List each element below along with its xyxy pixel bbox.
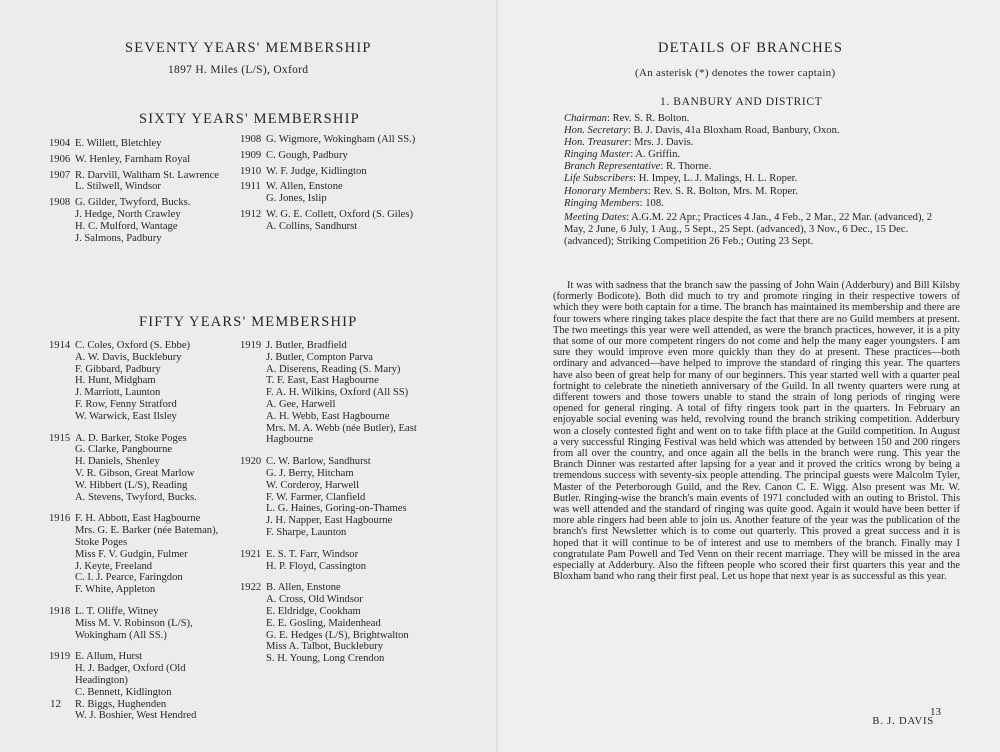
member-name: J. Marriott, Launton bbox=[75, 387, 161, 399]
year-group bbox=[49, 340, 239, 423]
year-group bbox=[49, 606, 239, 641]
member-names bbox=[75, 138, 235, 150]
member-name: L. Stilwell, Windsor bbox=[75, 181, 161, 193]
branch-report bbox=[553, 280, 960, 582]
detail-value: Mrs. J. Davis. bbox=[634, 137, 694, 149]
member-name: W. Henley, Farnham Royal bbox=[75, 153, 191, 165]
member-name: F. H. Abbott, East Hagbourne bbox=[75, 513, 201, 525]
year-label: 1908 bbox=[240, 134, 262, 145]
member-names bbox=[266, 166, 440, 178]
member-names bbox=[266, 456, 440, 539]
member-name: J. Butler, Compton Parva bbox=[266, 351, 373, 363]
detail-label: Hon. Secretary bbox=[564, 125, 628, 137]
member-name: C. W. Barlow, Sandhurst bbox=[266, 456, 371, 468]
member-name: J. H. Napper, East Hagbourne bbox=[266, 515, 393, 527]
member-names bbox=[266, 134, 440, 146]
member-name: H. C. Mulford, Wantage bbox=[75, 220, 178, 232]
member-name: A. W. Davis, Bucklebury bbox=[75, 351, 182, 363]
member-name: T. F. East, East Hagbourne bbox=[266, 375, 379, 387]
year-group bbox=[240, 166, 440, 178]
member-name: B. Allen, Enstone bbox=[266, 582, 341, 594]
year-group bbox=[49, 154, 235, 166]
member-names bbox=[266, 181, 440, 205]
year-group bbox=[240, 549, 440, 573]
member-name: A. Diserens, Reading (S. Mary) bbox=[266, 363, 401, 375]
detail-label: Ringing Master bbox=[564, 149, 631, 161]
member-name: E. Willett, Bletchley bbox=[75, 138, 162, 149]
branch-detail: Ringing Master: A. Griffin. bbox=[564, 149, 681, 161]
member-name: Mrs. M. A. Webb (née Butler), East Hagbourne bbox=[266, 422, 417, 446]
member-names bbox=[75, 170, 235, 194]
fifty-years-heading: FIFTY YEARS' MEMBERSHIP bbox=[139, 314, 358, 330]
member-name: S. H. Young, Long Crendon bbox=[266, 653, 385, 665]
member-names bbox=[75, 340, 239, 423]
year-group bbox=[49, 197, 235, 244]
detail-label: Meeting Dates bbox=[564, 211, 627, 223]
member-name: H. P. Floyd, Cassington bbox=[266, 560, 367, 572]
member-name: E. Eldridge, Cookham bbox=[266, 605, 361, 617]
year-label: 1922 bbox=[240, 582, 262, 594]
year-group bbox=[240, 456, 440, 539]
member-name: G. E. Hedges (L/S), Brightwalton bbox=[266, 629, 409, 641]
seventy-years-heading: SEVENTY YEARS' MEMBERSHIP bbox=[125, 40, 372, 56]
member-names bbox=[266, 209, 440, 233]
year-label: 1915 bbox=[49, 432, 71, 444]
year-label: 1920 bbox=[240, 456, 262, 468]
member-name: F. A. H. Wilkins, Oxford (All SS) bbox=[266, 387, 409, 399]
member-names bbox=[75, 433, 239, 504]
year-group bbox=[49, 170, 235, 194]
year-group bbox=[49, 433, 239, 504]
member-name: A. D. Barker, Stoke Poges bbox=[75, 432, 187, 444]
member-name: W. Hibbert (L/S), Reading bbox=[75, 479, 188, 491]
member-name: J. Salmons, Padbury bbox=[75, 232, 162, 244]
year-label: 1918 bbox=[49, 605, 71, 617]
year-label: 1912 bbox=[240, 208, 262, 220]
member-name: A. H. Webb, East Hagbourne bbox=[266, 410, 390, 422]
member-name: G. Clarke, Pangbourne bbox=[75, 444, 173, 456]
member-names bbox=[75, 154, 235, 166]
year-label: 1908 bbox=[49, 197, 71, 209]
member-name: V. R. Gibson, Great Marlow bbox=[75, 467, 195, 479]
year-label: 1911 bbox=[240, 181, 261, 193]
year-label: 1904 bbox=[49, 138, 71, 149]
member-name: C. Gough, Padbury bbox=[266, 149, 348, 161]
member-name: F. Sharpe, Launton bbox=[266, 526, 347, 538]
right-page bbox=[502, 0, 1000, 752]
member-name: F. Row, Fenny Stratford bbox=[75, 398, 177, 410]
sixty-years-column-1 bbox=[49, 138, 235, 244]
sixty-years-column-2 bbox=[240, 134, 440, 233]
member-name: W. Allen, Enstone bbox=[266, 181, 343, 193]
member-name: W. G. E. Collett, Oxford (S. Giles) bbox=[266, 208, 414, 220]
year-label: 1910 bbox=[240, 165, 262, 177]
member-name: Miss F. V. Gudgin, Fulmer bbox=[75, 548, 188, 560]
member-names bbox=[266, 340, 440, 446]
detail-label: Life Subscribers bbox=[564, 173, 634, 185]
year-group bbox=[49, 651, 239, 722]
branch-title: 1. BANBURY AND DISTRICT bbox=[660, 96, 823, 108]
member-name: J. Butler, Bradfield bbox=[266, 340, 347, 351]
branch-detail: Chairman: Rev. S. R. Bolton. bbox=[564, 113, 690, 124]
member-name: E. E. Gosling, Maidenhead bbox=[266, 617, 381, 629]
year-group bbox=[49, 138, 235, 150]
member-name: G. J. Berry, Hitcham bbox=[266, 467, 354, 479]
branch-detail: Life Subscribers: H. Impey, L. J. Malings, H. L. Roper. bbox=[564, 173, 798, 185]
member-name: C. Coles, Oxford (S. Ebbe) bbox=[75, 340, 191, 351]
member-name: A. Cross, Old Windsor bbox=[266, 594, 363, 606]
member-name: Miss A. Talbot, Bucklebury bbox=[266, 641, 384, 653]
year-group bbox=[49, 513, 239, 596]
member-name: A. Collins, Sandhurst bbox=[266, 220, 358, 232]
member-name: L. T. Oliffe, Witney bbox=[75, 605, 159, 617]
sixty-years-heading: SIXTY YEARS' MEMBERSHIP bbox=[139, 111, 360, 127]
branch-detail: Branch Representative: R. Thorne. bbox=[564, 161, 712, 173]
detail-label: Hon. Treasurer bbox=[564, 137, 629, 149]
fifty-years-column-2 bbox=[240, 340, 440, 665]
year-group bbox=[240, 150, 440, 162]
year-label: 1919 bbox=[49, 651, 71, 663]
year-label: 1907 bbox=[49, 169, 71, 181]
branch-detail: Honorary Members: Rev. S. R. Bolton, Mrs. M. Roper. bbox=[564, 185, 798, 197]
member-name: H. J. Badger, Oxford (Old Headington) bbox=[75, 663, 186, 686]
member-name: Miss M. V. Robinson (L/S), Wokingham (All SS.) bbox=[75, 617, 193, 641]
year-label: 1919 bbox=[240, 340, 262, 351]
year-group bbox=[240, 181, 440, 205]
member-name: R. Darvill, Waltham St. Lawrence bbox=[75, 169, 219, 181]
year-group bbox=[240, 209, 440, 233]
detail-value: 108. bbox=[645, 197, 664, 209]
member-names bbox=[75, 651, 239, 722]
detail-value: R. Thorne. bbox=[665, 161, 712, 173]
member-name: C. Bennett, Kidlington bbox=[75, 686, 172, 698]
detail-value: Rev. S. R. Bolton, Mrs. M. Roper. bbox=[653, 185, 798, 197]
member-names bbox=[266, 582, 440, 665]
member-name: Mrs. G. E. Barker (née Bateman), Stoke Poges bbox=[75, 525, 219, 548]
member-names bbox=[75, 513, 239, 596]
year-label: 1909 bbox=[240, 149, 262, 161]
branch-detail: Meeting Dates: A.G.M. 22 Apr.; Practices 4 Jan., 4 Feb., 2 Mar., 22 Mar. (advanced), 2 May, 2 June, 6 July, 1 Aug., 5 Sept., 25 Sept. (advanced), 3 Nov., 6 Dec., 15 Dec. (advanced); Striking Competition 26 Feb.; Outing 23 Sept. bbox=[564, 211, 933, 247]
detail-value: B. J. Davis, 41a Bloxham Road, Banbury, Oxon. bbox=[633, 125, 840, 137]
branch-detail: Hon. Secretary: B. J. Davis, 41a Bloxham Road, Banbury, Oxon. bbox=[564, 125, 840, 137]
member-name: W. F. Judge, Kidlington bbox=[266, 165, 367, 177]
member-name: G. Wigmore, Wokingham (All SS.) bbox=[266, 134, 416, 145]
member-name: F. Gibbard, Padbury bbox=[75, 363, 161, 375]
year-group bbox=[240, 582, 440, 665]
detail-value: Rev. S. R. Bolton. bbox=[612, 113, 690, 124]
member-name: A. Gee, Harwell bbox=[266, 398, 336, 410]
member-name: G. Gilder, Twyford, Bucks. bbox=[75, 197, 191, 209]
page-number-left: 12 bbox=[50, 698, 61, 710]
left-page bbox=[0, 0, 498, 752]
member-name: G. Jones, Islip bbox=[266, 193, 327, 205]
detail-label: Honorary Members bbox=[564, 185, 648, 197]
branch-detail: Ringing Members: 108. bbox=[564, 197, 664, 209]
branches-subheading: (An asterisk (*) denotes the tower captain) bbox=[635, 67, 836, 79]
member-name: R. Biggs, Hughenden bbox=[75, 698, 167, 710]
seventy-years-entry: 1897 H. Miles (L/S), Oxford bbox=[168, 64, 309, 76]
member-name: J. Hedge, North Crawley bbox=[75, 208, 181, 220]
report-signature: B. J. DAVIS bbox=[872, 716, 934, 727]
member-name: W. Warwick, East Ilsley bbox=[75, 410, 177, 422]
detail-value: A.G.M. 22 Apr.; Practices 4 Jan., 4 Feb., 2 Mar., 22 Mar. (advanced), 2 May, 2 June, 6 July, 1 Aug., 5 Sept., 25 Sept. (advanced), 3 Nov., 6 Dec., 15 Dec. (advanced); Striking Competition 26 Feb.; Outing 23 Sept. bbox=[564, 211, 933, 247]
member-name: L. G. Haines, Goring-on-Thames bbox=[266, 503, 407, 515]
member-names bbox=[75, 197, 235, 244]
page-number-right: 13 bbox=[930, 706, 941, 718]
branch-details-list bbox=[564, 113, 956, 248]
member-names bbox=[266, 549, 440, 573]
year-group bbox=[240, 340, 440, 446]
detail-label: Branch Representative bbox=[564, 161, 661, 173]
detail-value: H. Impey, L. J. Malings, H. L. Roper. bbox=[638, 173, 798, 185]
branch-detail: Hon. Treasurer: Mrs. J. Davis. bbox=[564, 137, 694, 149]
year-label: 1921 bbox=[240, 548, 262, 560]
member-name: E. Allum, Hurst bbox=[75, 651, 143, 663]
branches-heading: DETAILS OF BRANCHES bbox=[658, 40, 844, 56]
member-name: F. White, Appleton bbox=[75, 584, 156, 596]
member-name: W. Corderoy, Harwell bbox=[266, 479, 360, 491]
member-name: H. Hunt, Midgham bbox=[75, 375, 156, 387]
year-label: 1914 bbox=[49, 340, 71, 351]
member-name: C. I. J. Pearce, Faringdon bbox=[75, 572, 183, 584]
report-paragraph: It was with sadness that the branch saw the passing of John Wain (Adderbury) and Bill Kilsby (formerly Bodicote). Both did much to try and promote ringing in their respective towers of which they were both captain for a time. The branch has maintained its membership and there are four towers where ringing takes place despite the fact that there are no Guild members at present. The two meetings this year were well attended, as were the branch practices, however, it is a pity that some of our more competent ringers do not come and help the many eager youngsters. I am sure they would improve even more quickly than they do at present. These practices—both ordinary and advanced—have helped to improve the standard of ringing this year. The quarters have also been of great help for many of our beginners. This year started well with a quarter peal fortnight to celebrate the ninetieth anniversary of the Guild. In all twenty quarters were rung at different towers and those towers unable to stand the strain of long periods of ringing were opened for general ringing. A total of fifty ringers took part in the quarters. In February an enjoyable social evening was held, revolving round the branch striking competition. Adderbury won a closely contested fight and went on to take fifth place at the Guild competition. In August a very successful Ringing Festival was held which was attended by between 150 and 200 ringers from all over the country, and once again all the bells in the branch were rung. This year the Branch Dinner was restarted after lapsing for a year and it proved the critics wrong by being a tremendous success with seventy-six people attending. The principal guests were Malcolm Tyler, Master of the Peterborough Guild, and the Rev. Canon C. E. Wigg. Also present was Mr. W. Butler. Ringing-wise the branch's main events of 1971 concluded with an outing to Bristol. This was well attended and the standard of ringing was quite good. Again it would have been better if more able ringers had been able to join us. Another feature of the year was the publication of the branch's first Newsletter which is to come out quarterly. This proved a great success and it is hoped that it will continue to be of interest and use to members of the branch. Finally may I congratulate Pam Powell and Ted Venn on their recent marriage. They will be missed in the area especially at Adderbury. Also the fifteen people who scored their first quarters this year and the Bloxham band who rang their first peal. Let us hope that next year is as successful as this year. bbox=[553, 280, 960, 583]
detail-label: Chairman bbox=[564, 113, 607, 124]
member-name: E. S. T. Farr, Windsor bbox=[266, 548, 359, 560]
member-names bbox=[75, 606, 239, 641]
member-names bbox=[266, 150, 440, 162]
member-name: H. Daniels, Shenley bbox=[75, 456, 160, 468]
year-label: 1916 bbox=[49, 513, 71, 525]
year-label: 1906 bbox=[49, 153, 71, 165]
member-name: A. Stevens, Twyford, Bucks. bbox=[75, 491, 197, 503]
member-name: F. W. Farmer, Clanfield bbox=[266, 491, 366, 503]
detail-value: A. Griffin. bbox=[635, 149, 681, 161]
fifty-years-column-1 bbox=[49, 340, 239, 722]
member-name: J. Keyte, Freeland bbox=[75, 560, 153, 572]
member-name: W. J. Boshier, West Hendred bbox=[75, 710, 197, 722]
detail-label: Ringing Members bbox=[564, 197, 640, 209]
year-group bbox=[240, 134, 440, 146]
